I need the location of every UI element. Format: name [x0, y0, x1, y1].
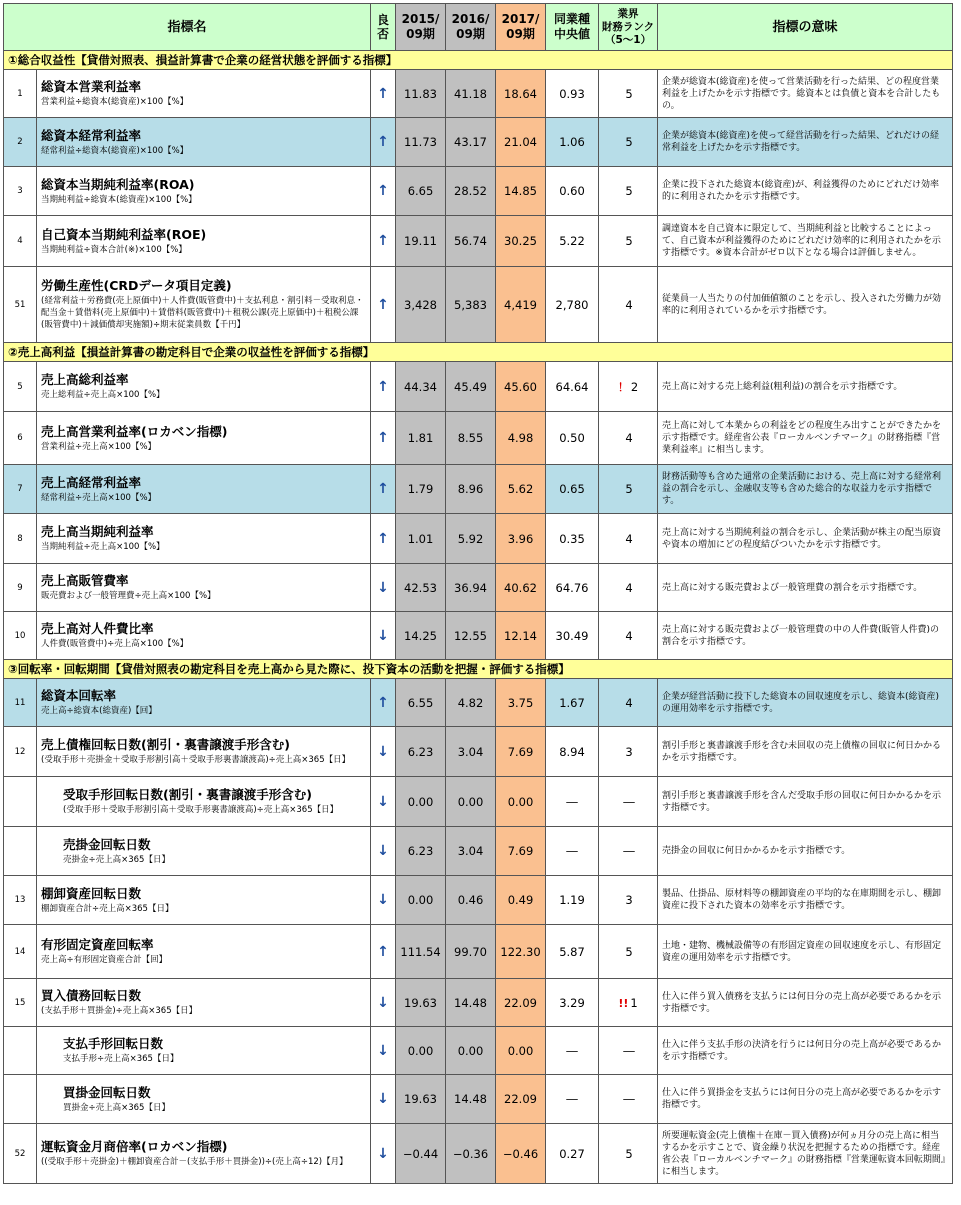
industry-median: 30.49: [546, 612, 599, 660]
value-2015: 0.00: [396, 876, 446, 925]
indicator-row: [4, 979, 953, 1027]
col-header-good: 良 否: [371, 4, 396, 51]
indicator-meaning: 仕入に伴う支払手形の決済を行うには何日分の売上高が必要であるかを示す指標です。: [658, 1027, 953, 1075]
indicator-name-cell: [37, 267, 371, 343]
industry-rank-cell: [599, 70, 658, 118]
value-2016: 0.46: [446, 876, 496, 925]
industry-rank: 4: [625, 695, 633, 710]
industry-median: 0.50: [546, 412, 599, 465]
arrow-down-icon: ↓: [371, 1124, 396, 1184]
value-2016: 5.92: [446, 514, 496, 564]
indicator-name-cell: [37, 827, 371, 876]
warning-icon: ！: [617, 380, 629, 394]
indicator-formula: 人件費(販管費中)÷売上高×100【%】: [41, 639, 189, 649]
indicator-formula: 営業利益÷総資本(総資産)×100【%】: [41, 97, 189, 107]
indicator-name-cell: [37, 1075, 371, 1124]
value-2017: 7.69: [496, 827, 546, 876]
industry-median: ―: [546, 777, 599, 827]
indicator-name-cell: [37, 362, 371, 412]
industry-rank: 3: [625, 893, 633, 907]
industry-median: ―: [546, 827, 599, 876]
value-2016: −0.36: [446, 1124, 496, 1184]
row-number: [4, 827, 37, 876]
industry-rank-cell: [599, 925, 658, 979]
value-2017: 18.64: [496, 70, 546, 118]
value-2016: 56.74: [446, 216, 496, 267]
industry-rank-cell: [599, 167, 658, 216]
indicator-row: [4, 679, 953, 727]
industry-median: 8.94: [546, 727, 599, 777]
row-number: 51: [4, 267, 37, 343]
value-2015: 1.79: [396, 465, 446, 514]
indicator-name-cell: [37, 876, 371, 925]
industry-median: 2,780: [546, 267, 599, 343]
industry-rank-cell: [599, 1075, 658, 1124]
value-2017: 0.00: [496, 1027, 546, 1075]
industry-rank-cell: [599, 514, 658, 564]
value-2016: 0.00: [446, 777, 496, 827]
indicator-name: 総資本回転率: [41, 688, 117, 703]
arrow-down-icon: ↓: [371, 612, 396, 660]
indicator-row: [4, 465, 953, 514]
row-number: 3: [4, 167, 37, 216]
industry-rank: ―: [623, 844, 635, 858]
section-header: [4, 51, 953, 70]
row-number: [4, 1027, 37, 1075]
indicator-name: 棚卸資産回転日数: [41, 885, 142, 901]
col-header-name: 指標名: [4, 4, 371, 51]
industry-median: 1.06: [546, 118, 599, 167]
indicator-meaning: 売上高に対する販売費および一般管理費の割合を示す指標です。: [658, 564, 953, 612]
indicator-name: 有形固定資産回転率: [41, 937, 154, 952]
industry-rank-cell: [599, 465, 658, 514]
industry-median: 3.29: [546, 979, 599, 1027]
indicator-row: [4, 412, 953, 465]
industry-rank-cell: [599, 216, 658, 267]
industry-rank-cell: [599, 564, 658, 612]
value-2016: 28.52: [446, 167, 496, 216]
indicator-name-cell: [37, 564, 371, 612]
value-2015: −0.44: [396, 1124, 446, 1184]
arrow-up-icon: ↑: [371, 514, 396, 564]
indicator-name: 総資本営業利益率: [41, 79, 142, 94]
value-2015: 1.01: [396, 514, 446, 564]
indicator-meaning: 企業が総資本(総資産)を使って営業活動を行った結果、どの程度営業利益を上げたかを示す指標です。総資本とは負債と資本を合計したもの。: [658, 70, 953, 118]
indicator-name: 売上高総利益率: [41, 372, 129, 387]
indicator-name: 売掛金回転日数: [63, 836, 151, 852]
value-2016: 99.70: [446, 925, 496, 979]
industry-rank-cell: [599, 979, 658, 1027]
value-2017: 4,419: [496, 267, 546, 343]
indicator-name-cell: [37, 465, 371, 514]
value-2017: 22.09: [496, 1075, 546, 1124]
indicator-row: [4, 216, 953, 267]
indicator-name-cell: [37, 70, 371, 118]
indicator-meaning: 仕入に伴う買入債務を支払うには何日分の売上高が必要であるかを示す指標です。: [658, 979, 953, 1027]
indicator-formula: 棚卸資産合計÷売上高×365【日】: [41, 903, 174, 914]
header-row: [4, 4, 953, 51]
industry-rank-cell: [599, 118, 658, 167]
industry-rank-cell: [599, 727, 658, 777]
indicator-row: [4, 827, 953, 876]
value-2016: 36.94: [446, 564, 496, 612]
indicator-name-cell: [37, 979, 371, 1027]
value-2015: 0.00: [396, 777, 446, 827]
industry-rank-cell: [599, 267, 658, 343]
arrow-up-icon: ↑: [371, 362, 396, 412]
indicator-name-cell: [37, 777, 371, 827]
value-2017: 0.00: [496, 777, 546, 827]
industry-rank: 5: [625, 86, 633, 101]
industry-median: 64.76: [546, 564, 599, 612]
indicator-formula: (支払手形＋買掛金)÷売上高×365【日】: [41, 1006, 198, 1016]
indicator-formula: 買掛金÷売上高×365【日】: [63, 1102, 170, 1113]
row-number: 9: [4, 564, 37, 612]
indicator-meaning: 割引手形と裏書譲渡手形を含んだ受取手形の回収に何日かかるかを示す指標です。: [658, 777, 953, 827]
indicator-name: 売上高販管費率: [41, 573, 129, 588]
industry-rank-cell: [599, 1027, 658, 1075]
indicator-meaning: 売上高に対する当期純利益の割合を示し、企業活動が株主の配当原資や資本の増加にどの程度結びついたかを示す指標です。: [658, 514, 953, 564]
value-2017: 0.49: [496, 876, 546, 925]
indicator-name: 総資本経常利益率: [41, 127, 142, 143]
value-2017: 4.98: [496, 412, 546, 465]
arrow-up-icon: ↑: [371, 925, 396, 979]
industry-median: 1.67: [546, 679, 599, 727]
indicator-formula: 販売費および一般管理費÷売上高×100【%】: [41, 591, 216, 601]
indicator-name-cell: [37, 612, 371, 660]
indicator-meaning: 売掛金の回収に何日かかるかを示す指標です。: [658, 827, 953, 876]
value-2015: 1.81: [396, 412, 446, 465]
indicator-name: 自己資本当期純利益率(ROE): [41, 226, 207, 242]
indicator-row: [4, 1124, 953, 1184]
value-2017: 5.62: [496, 465, 546, 514]
indicator-meaning: 仕入に伴う買掛金を支払うには何日分の売上高が必要であるかを示す指標です。: [658, 1075, 953, 1124]
indicator-name: 売上高経常利益率: [41, 474, 142, 490]
indicator-formula: 経常利益÷売上高×100【%】: [41, 492, 157, 503]
industry-rank: 4: [625, 431, 633, 445]
industry-median: 0.60: [546, 167, 599, 216]
indicator-formula: 当期純利益÷資本合計(※)×100【%】: [41, 244, 187, 255]
indicator-formula: 営業利益÷売上高×100【%】: [41, 441, 157, 452]
arrow-up-icon: ↑: [371, 118, 396, 167]
indicator-meaning: 従業員一人当たりの付加価値額のことを示し、投入された労働力が効率的に利用されているかを示す指標です。: [658, 267, 953, 343]
row-number: 14: [4, 925, 37, 979]
industry-rank: ―: [623, 794, 635, 809]
industry-rank-cell: [599, 1124, 658, 1184]
value-2017: 30.25: [496, 216, 546, 267]
value-2015: 19.11: [396, 216, 446, 267]
indicator-name-cell: [37, 727, 371, 777]
indicator-row: [4, 1027, 953, 1075]
indicator-row: [4, 564, 953, 612]
indicator-row: [4, 925, 953, 979]
industry-rank: 5: [625, 135, 633, 149]
indicator-name: 売上高当期純利益率: [41, 524, 154, 539]
section-header: [4, 660, 953, 679]
indicator-name: 売上高対人件費比率: [41, 621, 154, 636]
indicator-meaning: 企業が総資本(総資産)を使って経営活動を行った結果、どれだけの経常利益を上げたかを示す指標です。: [658, 118, 953, 167]
financial-indicators-table: [3, 3, 953, 1184]
industry-median: 0.27: [546, 1124, 599, 1184]
industry-rank: 1: [630, 995, 638, 1010]
arrow-up-icon: ↑: [371, 70, 396, 118]
row-number: 13: [4, 876, 37, 925]
row-number: 5: [4, 362, 37, 412]
indicator-formula: 当期純利益÷売上高×100【%】: [41, 542, 165, 552]
industry-median: ―: [546, 1027, 599, 1075]
industry-rank: 3: [625, 744, 633, 759]
row-number: 7: [4, 465, 37, 514]
indicator-row: [4, 727, 953, 777]
arrow-up-icon: ↑: [371, 465, 396, 514]
arrow-down-icon: ↓: [371, 876, 396, 925]
value-2017: 22.09: [496, 979, 546, 1027]
value-2015: 44.34: [396, 362, 446, 412]
value-2016: 0.00: [446, 1027, 496, 1075]
arrow-down-icon: ↓: [371, 777, 396, 827]
industry-median: ―: [546, 1075, 599, 1124]
industry-rank-cell: [599, 612, 658, 660]
industry-rank-cell: [599, 679, 658, 727]
col-header-2017: 2017/ 09期: [496, 4, 546, 51]
col-header-meaning: 指標の意味: [658, 4, 953, 51]
indicator-name-cell: [37, 514, 371, 564]
industry-rank: 5: [625, 234, 633, 248]
indicator-meaning: 製品、仕掛品、原材料等の棚卸資産の平均的な在庫期間を示し、棚卸資産に投下された資本の効率を示す指標です。: [658, 876, 953, 925]
row-number: 4: [4, 216, 37, 267]
value-2016: 45.49: [446, 362, 496, 412]
indicator-name-cell: [37, 1124, 371, 1184]
industry-median: 0.35: [546, 514, 599, 564]
indicator-name: 運転資金月商倍率(ロカベン指標): [41, 1139, 228, 1154]
row-number: 8: [4, 514, 37, 564]
indicator-formula: 売上高÷総資本(総資産)【回】: [41, 706, 157, 716]
industry-rank-cell: [599, 827, 658, 876]
indicator-formula: (経常利益＋労務費(売上原価中)＋人件費(販管費中)＋支払利息・割引料－受取利息・配当金＋賃借料(売上原価中)＋賃借料(販管費中)＋租税公課(売上原価中)＋租税公課(販管費中)＋減価償却実施額)÷期末従業員数【千円】: [41, 296, 364, 330]
indicator-row: [4, 167, 953, 216]
indicator-row: [4, 777, 953, 827]
value-2017: 3.96: [496, 514, 546, 564]
indicator-name-cell: [37, 167, 371, 216]
indicator-meaning: 売上高に対する売上総利益(粗利益)の割合を示す指標です。: [658, 362, 953, 412]
arrow-down-icon: ↓: [371, 1075, 396, 1124]
value-2016: 43.17: [446, 118, 496, 167]
indicator-formula: (受取手形＋受取手形割引高＋受取手形裏書譲渡高)÷売上高×365【日】: [63, 805, 339, 815]
industry-rank-cell: [599, 412, 658, 465]
indicator-row: [4, 70, 953, 118]
arrow-down-icon: ↓: [371, 827, 396, 876]
indicator-name-cell: [37, 118, 371, 167]
indicator-formula: (受取手形＋売掛金＋受取手形割引高＋受取手形裏書譲渡高)÷売上高×365【日】: [41, 755, 351, 765]
indicator-row: [4, 612, 953, 660]
arrow-up-icon: ↑: [371, 216, 396, 267]
warning-icon: !!: [618, 996, 629, 1010]
value-2016: 3.04: [446, 727, 496, 777]
industry-median: 5.22: [546, 216, 599, 267]
value-2016: 5,383: [446, 267, 496, 343]
industry-rank: 5: [625, 184, 633, 198]
industry-median: 1.19: [546, 876, 599, 925]
indicator-meaning: 売上高に対する販売費および一般管理費の中の人件費(販管人件費)の割合を示す指標です。: [658, 612, 953, 660]
indicator-name: 受取手形回転日数(割引・裏書譲渡手形含む): [63, 787, 312, 802]
indicator-formula: ((受取手形＋売掛金)＋棚卸資産合計－(支払手形＋買掛金))÷(売上高÷12)【月】: [41, 1157, 348, 1167]
section-title: ②売上高利益【損益計算書の勘定科目で企業の収益性を評価する指標】: [4, 343, 953, 362]
value-2015: 6.23: [396, 827, 446, 876]
indicator-name: 売上高営業利益率(ロカベン指標): [41, 423, 228, 439]
indicator-formula: 売上高÷有形固定資産合計【回】: [41, 955, 168, 965]
industry-rank-cell: [599, 362, 658, 412]
indicator-name: 買掛金回転日数: [63, 1084, 151, 1100]
row-number: 6: [4, 412, 37, 465]
arrow-up-icon: ↑: [371, 267, 396, 343]
value-2015: 19.63: [396, 1075, 446, 1124]
indicator-row: [4, 1075, 953, 1124]
indicator-meaning: 土地・建物、機械設備等の有形固定資産の回収速度を示し、有形固定資産の運用効率を示す指標です。: [658, 925, 953, 979]
value-2016: 8.96: [446, 465, 496, 514]
indicator-name-cell: [37, 925, 371, 979]
indicator-name: 支払手形回転日数: [63, 1036, 164, 1051]
row-number: 52: [4, 1124, 37, 1184]
section-header: [4, 343, 953, 362]
value-2017: 7.69: [496, 727, 546, 777]
value-2016: 8.55: [446, 412, 496, 465]
indicator-meaning: 企業に投下された総資本(総資産)が、利益獲得のためにどれだけ効率的に利用されたかを示す指標です。: [658, 167, 953, 216]
col-header-2015: 2015/ 09期: [396, 4, 446, 51]
indicator-meaning: 割引手形と裏書譲渡手形を含む未回収の売上債権の回収に何日かかるかを示す指標です。: [658, 727, 953, 777]
value-2015: 6.55: [396, 679, 446, 727]
row-number: 10: [4, 612, 37, 660]
arrow-down-icon: ↓: [371, 727, 396, 777]
industry-rank: 5: [625, 482, 633, 496]
value-2017: 40.62: [496, 564, 546, 612]
industry-rank: 4: [625, 297, 633, 312]
industry-rank: 4: [625, 531, 633, 546]
industry-median: 0.65: [546, 465, 599, 514]
industry-rank: 5: [625, 1146, 633, 1161]
value-2015: 42.53: [396, 564, 446, 612]
indicator-name: 買入債務回転日数: [41, 988, 142, 1003]
value-2015: 3,428: [396, 267, 446, 343]
indicator-meaning: 売上高に対して本業からの利益をどの程度生み出すことができたかを示す指標です。経産省公表『ローカルベンチマーク』の財務指標『営業利益率』に相当します。: [658, 412, 953, 465]
value-2015: 11.83: [396, 70, 446, 118]
row-number: 12: [4, 727, 37, 777]
indicator-name: 総資本当期純利益率(ROA): [41, 176, 195, 192]
row-number: [4, 1075, 37, 1124]
value-2017: 21.04: [496, 118, 546, 167]
value-2017: 122.30: [496, 925, 546, 979]
row-number: 11: [4, 679, 37, 727]
indicator-meaning: 調達資本を自己資本に限定して、当期純利益と比較することによって、自己資本が利益獲得のためにどれだけ効率的に利用されたかを示す指標です。※資本合計がゼロ以下となる場合は評価しません。: [658, 216, 953, 267]
industry-rank: ―: [623, 1043, 635, 1058]
row-number: [4, 777, 37, 827]
indicator-row: [4, 118, 953, 167]
industry-median: 64.64: [546, 362, 599, 412]
value-2017: 3.75: [496, 679, 546, 727]
indicator-formula: 売掛金÷売上高×365【日】: [63, 854, 170, 865]
indicator-row: [4, 876, 953, 925]
value-2015: 19.63: [396, 979, 446, 1027]
indicator-formula: 売上総利益÷売上高×100【%】: [41, 390, 165, 400]
value-2015: 11.73: [396, 118, 446, 167]
indicator-name-cell: [37, 216, 371, 267]
industry-rank: 2: [630, 379, 639, 394]
value-2015: 6.65: [396, 167, 446, 216]
indicator-row: [4, 267, 953, 343]
value-2015: 0.00: [396, 1027, 446, 1075]
value-2015: 14.25: [396, 612, 446, 660]
indicator-name-cell: [37, 1027, 371, 1075]
arrow-up-icon: ↑: [371, 412, 396, 465]
value-2016: 12.55: [446, 612, 496, 660]
arrow-down-icon: ↓: [371, 564, 396, 612]
indicator-row: [4, 514, 953, 564]
arrow-up-icon: ↑: [371, 167, 396, 216]
arrow-down-icon: ↓: [371, 979, 396, 1027]
industry-rank-cell: [599, 876, 658, 925]
industry-median: 5.87: [546, 925, 599, 979]
indicator-name: 労働生産性(CRDデータ項目定義): [41, 278, 232, 293]
industry-rank: 5: [625, 944, 633, 959]
indicator-name-cell: [37, 412, 371, 465]
col-header-median: 同業種 中央値: [546, 4, 599, 51]
value-2016: 14.48: [446, 1075, 496, 1124]
industry-rank: 4: [625, 580, 633, 595]
section-title: ①総合収益性【貸借対照表、損益計算書で企業の経営状態を評価する指標】: [4, 51, 953, 70]
col-header-rank: 業界 財務ランク （5～1）: [599, 4, 658, 51]
indicator-name: 売上債権回転日数(割引・裏書譲渡手形含む): [41, 737, 290, 752]
value-2017: 14.85: [496, 167, 546, 216]
row-number: 2: [4, 118, 37, 167]
industry-rank: ―: [623, 1092, 635, 1106]
indicator-row: [4, 362, 953, 412]
indicator-meaning: 財務活動等も含めた通常の企業活動における、売上高に対する経常利益の割合を示し、金融収支等も含めた総合的な収益力を示す指標です。: [658, 465, 953, 514]
value-2015: 6.23: [396, 727, 446, 777]
industry-median: 0.93: [546, 70, 599, 118]
value-2016: 14.48: [446, 979, 496, 1027]
value-2017: 45.60: [496, 362, 546, 412]
industry-rank: 4: [625, 628, 633, 643]
value-2017: −0.46: [496, 1124, 546, 1184]
indicator-formula: 支払手形÷売上高×365【日】: [63, 1054, 179, 1064]
industry-rank-cell: [599, 777, 658, 827]
row-number: 15: [4, 979, 37, 1027]
indicator-formula: 経常利益÷総資本(総資産)×100【%】: [41, 145, 189, 156]
col-header-2016: 2016/ 09期: [446, 4, 496, 51]
row-number: 1: [4, 70, 37, 118]
value-2016: 3.04: [446, 827, 496, 876]
indicator-meaning: 所要運転資金(売上債権＋在庫－買入債務)が何ヵ月分の売上高に相当するかを示すことで、資金繰り状況を把握するための指標です。経産省公表『ローカルベンチマーク』の財務指標『営業運転資本回転期間』に相当します。: [658, 1124, 953, 1184]
value-2017: 12.14: [496, 612, 546, 660]
value-2015: 111.54: [396, 925, 446, 979]
arrow-up-icon: ↑: [371, 679, 396, 727]
indicator-name-cell: [37, 679, 371, 727]
value-2016: 4.82: [446, 679, 496, 727]
indicator-formula: 当期純利益÷総資本(総資産)×100【%】: [41, 194, 197, 205]
section-title: ③回転率・回転期間【貸借対照表の勘定科目を売上高から見た際に、投下資本の活動を把握・評価する指標】: [4, 660, 953, 679]
value-2016: 41.18: [446, 70, 496, 118]
arrow-down-icon: ↓: [371, 1027, 396, 1075]
indicator-meaning: 企業が経営活動に投下した総資本の回収速度を示し、総資本(総資産)の運用効率を示す指標です。: [658, 679, 953, 727]
